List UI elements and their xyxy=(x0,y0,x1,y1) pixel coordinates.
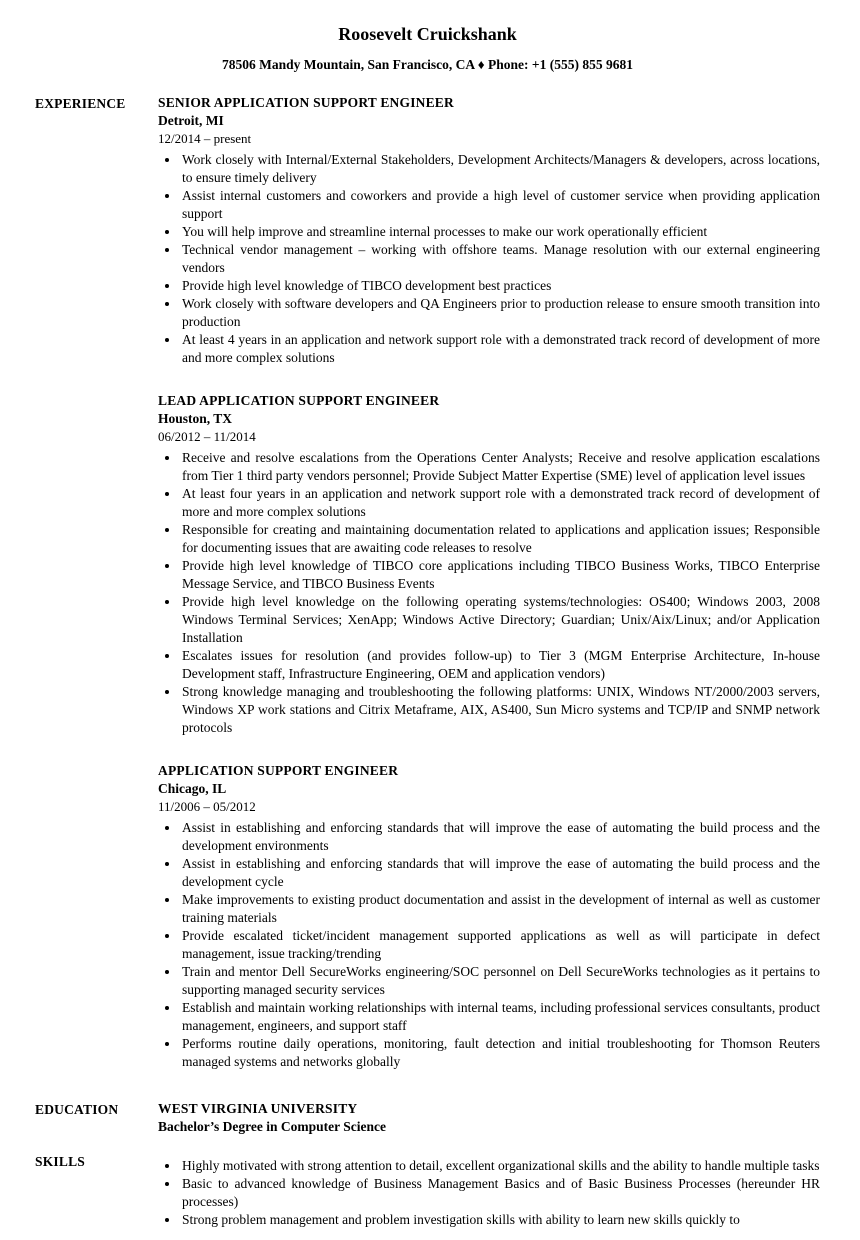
job-bullet-list xyxy=(158,449,820,737)
skills-section xyxy=(35,1153,820,1229)
bullet-item: • Highly motivated with strong attention to detail, excellent organizational skills and the ability to handle multiple tasks xyxy=(180,1157,820,1175)
bullet-item: • Performs routine daily operations, monitoring, fault detection and initial troubleshooting for Thomson Reuters managed systems and networks globally xyxy=(180,1035,820,1071)
bullet-item: • Responsible for creating and maintaining documentation related to applications and application issues; Responsible for documenting issues that are awaiting code releases to resolve xyxy=(180,521,820,557)
job-title: SENIOR APPLICATION SUPPORT ENGINEER xyxy=(158,95,454,110)
section-label-skills: SKILLS xyxy=(35,1154,85,1169)
bullet-item: • Basic to advanced knowledge of Business Management Basics and of Basic Business Processes (hereunder HR processes) xyxy=(180,1175,820,1211)
skills-bullet-list xyxy=(158,1157,820,1229)
job-dates: 06/2012 – 11/2014 xyxy=(158,429,256,444)
education-section xyxy=(35,1101,820,1135)
job-location: Detroit, MI xyxy=(158,113,224,128)
bullet-item: • Provide high level knowledge of TIBCO core applications including TIBCO Business Works, TIBCO Enterprise Message Service, and TIBCO Business Events xyxy=(180,557,820,593)
bullet-item: • Technical vendor management – working with offshore teams. Manage resolution with our external engineering vendors xyxy=(180,241,820,277)
skills-content xyxy=(158,1153,820,1229)
job-title: APPLICATION SUPPORT ENGINEER xyxy=(158,763,399,778)
job-entry xyxy=(158,393,820,737)
job-bullet-list xyxy=(158,819,820,1071)
school-name: WEST VIRGINIA UNIVERSITY xyxy=(158,1101,358,1116)
bullet-item: • Assist internal customers and coworkers and provide a high level of customer service when providing application support xyxy=(180,187,820,223)
bullet-item: • Provide high level knowledge of TIBCO development best practices xyxy=(180,277,820,295)
education-content xyxy=(158,1101,820,1135)
section-label-education: EDUCATION xyxy=(35,1102,119,1117)
resume-header xyxy=(35,24,820,73)
job-location: Chicago, IL xyxy=(158,781,227,796)
bullet-item: • At least 4 years in an application and network support role with a demonstrated track record of development of more and more complex solutions xyxy=(180,331,820,367)
bullet-item: • Assist in establishing and enforcing standards that will improve the ease of automating the build process and the development environments xyxy=(180,819,820,855)
bullet-item: • You will help improve and streamline internal processes to make our work operationally efficient xyxy=(180,223,820,241)
experience-content xyxy=(158,95,820,1071)
degree-name: Bachelor’s Degree in Computer Science xyxy=(158,1119,386,1134)
job-location: Houston, TX xyxy=(158,411,233,426)
candidate-name: Roosevelt Cruickshank xyxy=(338,24,517,44)
job-title: LEAD APPLICATION SUPPORT ENGINEER xyxy=(158,393,440,408)
bullet-item: • Provide escalated ticket/incident management supported applications as well as will participate in defect management, issue tracking/trending xyxy=(180,927,820,963)
bullet-item: • Train and mentor Dell SecureWorks engineering/SOC personnel on Dell SecureWorks technologies as it pertains to supporting managed security services xyxy=(180,963,820,999)
job-dates: 11/2006 – 05/2012 xyxy=(158,799,256,814)
bullet-item: • Assist in establishing and enforcing standards that will improve the ease of automating the build process and the development cycle xyxy=(180,855,820,891)
job-dates: 12/2014 – present xyxy=(158,131,252,146)
bullet-item: • Provide high level knowledge on the following operating systems/technologies: OS400; Windows 2003, 2008 Windows Terminal Services; XenApp; Windows Active Directory; Guardian; Unix/Aix/Linux; and/or Application Installation xyxy=(180,593,820,647)
job-entry xyxy=(158,95,820,367)
bullet-item: • Establish and maintain working relationships with internal teams, including professional services consultants, product management, engineers, and support staff xyxy=(180,999,820,1035)
section-label-experience: EXPERIENCE xyxy=(35,96,126,111)
contact-line: 78506 Mandy Mountain, San Francisco, CA ♦ Phone: +1 (555) 855 9681 xyxy=(222,57,633,72)
bullet-item: • Make improvements to existing product documentation and assist in the development of internal as well as customer training materials xyxy=(180,891,820,927)
bullet-item: • Strong problem management and problem investigation skills with ability to learn new skills quickly to xyxy=(180,1211,820,1229)
bullet-item: • At least four years in an application and network support role with a demonstrated track record of development of more and more complex solutions xyxy=(180,485,820,521)
bullet-item: • Work closely with Internal/External Stakeholders, Development Architects/Managers & developers, across locations, to ensure timely delivery xyxy=(180,151,820,187)
job-entry xyxy=(158,763,820,1071)
bullet-item: • Strong knowledge managing and troubleshooting the following platforms: UNIX, Windows NT/2000/2003 servers, Windows XP work stations and Citrix Metaframe, AIX, AS400, Sun Micro systems and TCP/IP and SNMP network protocols xyxy=(180,683,820,737)
bullet-item: • Escalates issues for resolution (and provides follow-up) to Tier 3 (MGM Enterprise Architecture, In-house Development staff, Infrastructure Engineering, OEM and application vendors) xyxy=(180,647,820,683)
job-bullet-list xyxy=(158,151,820,367)
experience-section xyxy=(35,95,820,1071)
bullet-item: • Receive and resolve escalations from the Operations Center Analysts; Receive and resolve application escalations from Tier 1 third party vendors personnel; Provide Subject Matter Expertise (SME) level of application level issues xyxy=(180,449,820,485)
bullet-item: • Work closely with software developers and QA Engineers prior to production release to ensure smooth transition into production xyxy=(180,295,820,331)
